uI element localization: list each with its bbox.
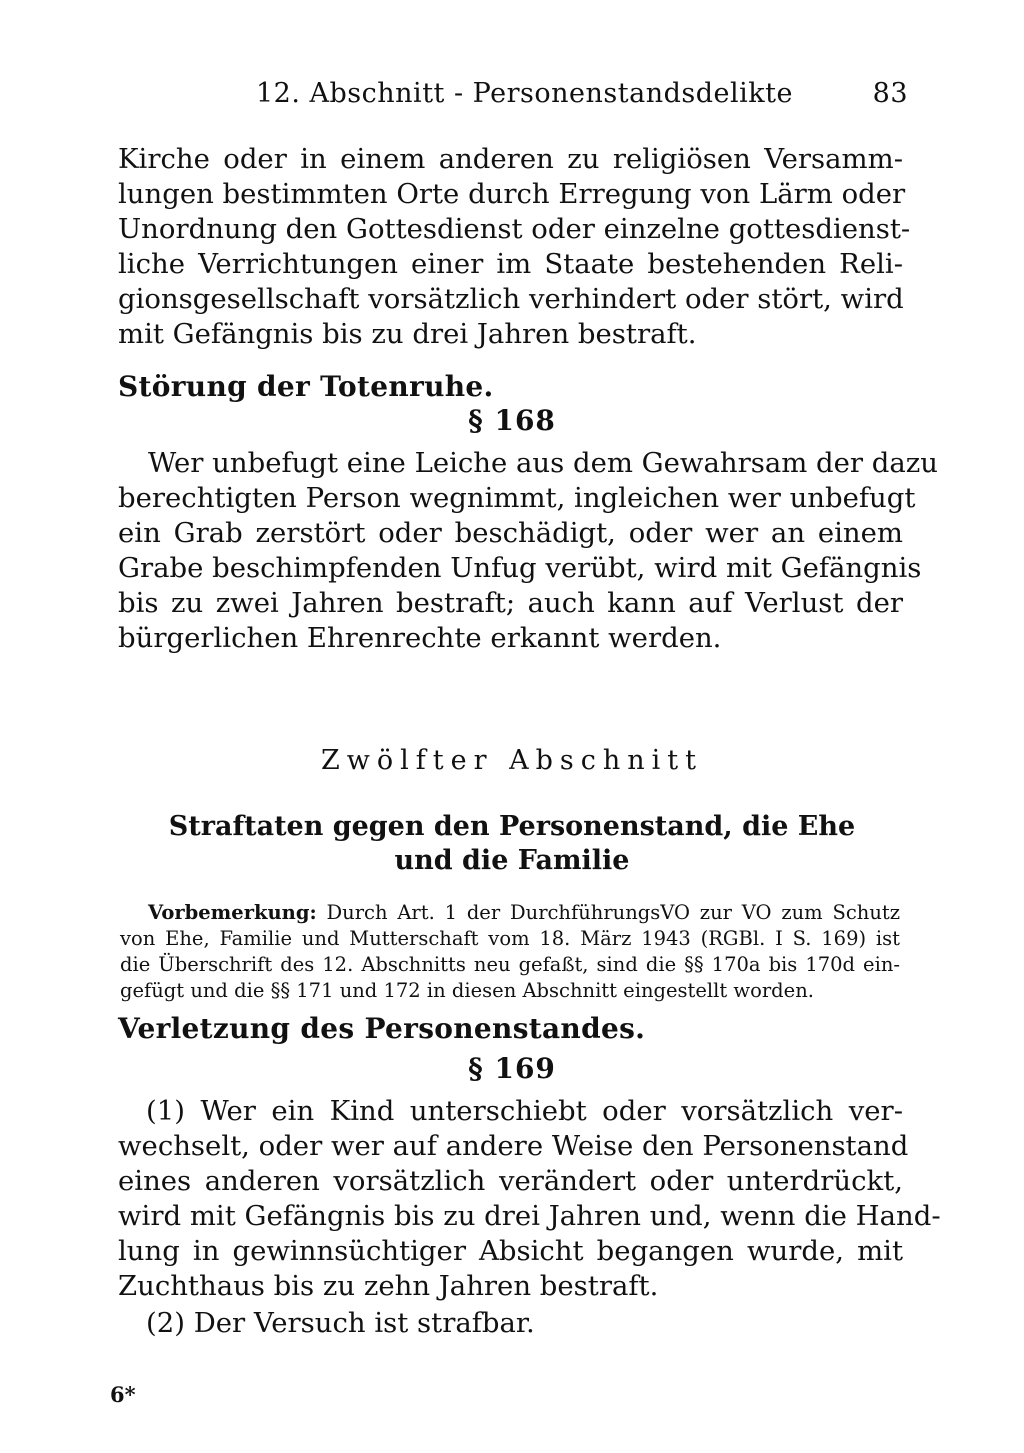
note-line: die Überschrift des 12. Abschnitts neu gefaßt, sind die §§ 170a bis 170d ein- <box>120 953 900 976</box>
text-line: lung in gewinnsüchtiger Absicht begangen wurde, mit <box>118 1235 903 1267</box>
chapter-title: Zwölfter Abschnitt <box>321 745 703 776</box>
chapter-subtitle-line: und die Familie <box>394 845 630 876</box>
text-line: Kirche oder in einem anderen zu religiösen Versamm- <box>118 143 903 175</box>
text-line: eines anderen vorsätzlich verändert oder unterdrückt, <box>118 1165 903 1197</box>
text-line: wechselt, oder wer auf andere Weise den Personenstand <box>118 1130 909 1162</box>
section-168-number: § 168 <box>468 404 556 437</box>
section-168-heading: Störung der Totenruhe. <box>118 370 494 403</box>
section-168-paragraph <box>118 446 939 656</box>
chapter-subtitle <box>0 810 1024 878</box>
note-line: gefügt und die §§ 171 und 172 in diesen Abschnitt eingestellt worden. <box>120 979 814 1002</box>
text-line: (2) Der Versuch ist strafbar. <box>146 1307 535 1339</box>
text-line: berechtigten Person wegnimmt, ingleichen wer unbefugt <box>118 482 916 514</box>
section-169-number: § 169 <box>468 1052 556 1085</box>
preliminary-note <box>120 900 900 1004</box>
text-line: wird mit Gefängnis bis zu drei Jahren und, wenn die Hand- <box>118 1200 941 1232</box>
text-line: lungen bestimmten Orte durch Erregung von Lärm oder <box>118 178 906 210</box>
text-line: Wer unbefugt eine Leiche aus dem Gewahrsam der dazu <box>148 447 939 479</box>
note-text: Durch Art. 1 der DurchführungsVO zur VO zum Schutz <box>316 901 900 924</box>
continuation-paragraph <box>118 142 911 352</box>
text-line: liche Verrichtungen einer im Staate bestehenden Reli- <box>118 248 903 280</box>
note-lead: Vorbemerkung: <box>148 901 317 924</box>
page-number: 83 <box>872 78 908 109</box>
note-line: von Ehe, Familie und Mutterschaft vom 18. März 1943 (RGBl. I S. 169) ist <box>120 927 900 950</box>
text-line: mit Gefängnis bis zu drei Jahren bestraft. <box>118 318 697 350</box>
section-169-heading: Verletzung des Personenstandes. <box>118 1012 646 1045</box>
text-line: Grabe beschimpfenden Unfug verübt, wird mit Gefängnis <box>118 552 922 584</box>
section-169-paragraph-2 <box>118 1306 903 1341</box>
text-line: bürgerlichen Ehrenrechte erkannt werden. <box>118 622 722 654</box>
note-line <box>148 900 900 926</box>
running-header <box>118 78 908 114</box>
chapter-subtitle-line: Straftaten gegen den Personenstand, die Ehe <box>168 811 856 842</box>
text-line: Zuchthaus bis zu zehn Jahren bestraft. <box>118 1270 659 1302</box>
text-line: gionsgesellschaft vorsätzlich verhindert oder stört, wird <box>118 283 904 315</box>
text-line: (1) Wer ein Kind unterschiebt oder vorsätzlich ver- <box>146 1095 903 1127</box>
text-line: Unordnung den Gottesdienst oder einzelne gottesdienst- <box>118 213 911 245</box>
text-line: ein Grab zerstört oder beschädigt, oder wer an einem <box>118 517 903 549</box>
running-title: 12. Abschnitt - Personenstandsdelikte <box>256 78 793 109</box>
text-line: bis zu zwei Jahren bestraft; auch kann auf Verlust der <box>118 587 903 619</box>
signature-mark: 6* <box>110 1382 136 1407</box>
section-169-paragraph-1 <box>118 1094 941 1304</box>
